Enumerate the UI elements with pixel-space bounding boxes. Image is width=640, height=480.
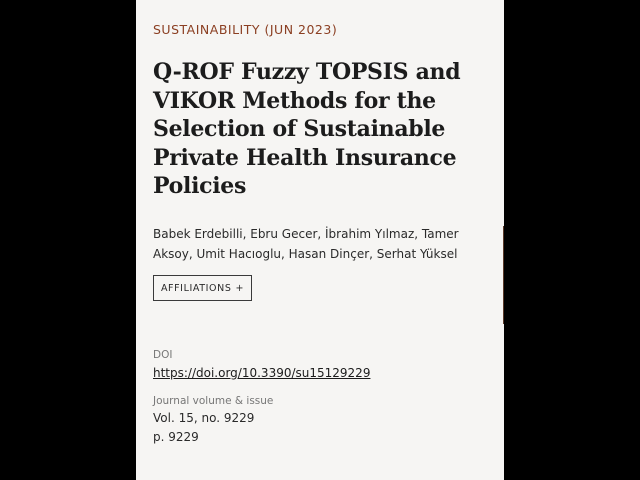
divider [503, 226, 504, 324]
volume-label: Journal volume & issue [153, 395, 274, 407]
doi-value [153, 366, 370, 380]
author-list: Babek Erdebilli, Ebru Gecer, İbrahim Yılmaz, Tamer Aksoy, Umit Hacıoglu, Hasan Dinçer, Serhat Yüksel [153, 227, 459, 261]
doi-link[interactable]: https://doi.org/10.3390/su15129229 [153, 366, 371, 380]
doi-label: DOI [153, 349, 173, 361]
article-title: Q-ROF Fuzzy TOPSIS and VIKOR Methods for the Selection of Sustainable Private Health Insurance Policies [153, 59, 461, 200]
affiliations-button[interactable] [153, 275, 252, 301]
pages-value: p. 9229 [153, 430, 199, 444]
affiliations-label: AFFILIATIONS [160, 282, 232, 294]
journal-name[interactable]: SUSTAINABILITY (JUN 2023) [153, 22, 338, 37]
volume-value: Vol. 15, no. 9229 [153, 411, 255, 425]
article-card [136, 0, 504, 480]
plus-icon: + [235, 282, 245, 294]
